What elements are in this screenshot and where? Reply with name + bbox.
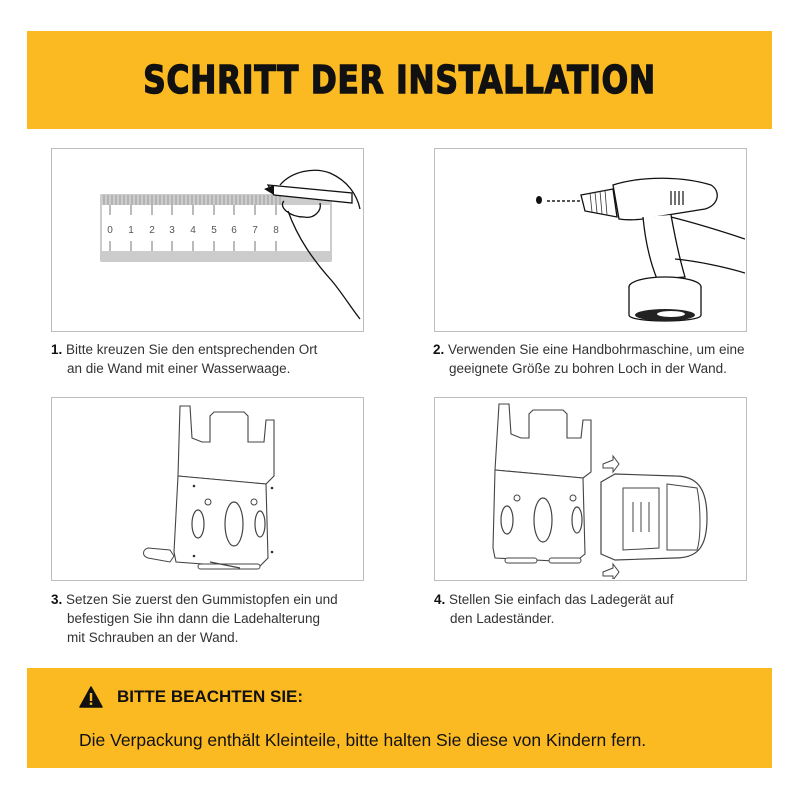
step-4-number: 4.: [434, 592, 446, 607]
step-3-caption: [51, 590, 338, 647]
notice-banner: [27, 668, 772, 768]
step-3-text-line3: mit Schrauben an der Wand.: [67, 630, 239, 645]
svg-text:7: 7: [252, 225, 258, 236]
svg-text:5: 5: [211, 225, 217, 236]
hand-drill-icon: [435, 149, 745, 330]
svg-text:0: 0: [107, 225, 113, 236]
svg-text:3: 3: [169, 225, 175, 236]
step-1-text-line1: Bitte kreuzen Sie den entsprechenden Ort: [66, 342, 318, 357]
svg-text:8: 8: [273, 225, 279, 236]
step-1-text-line2: an die Wand mit einer Wasserwaage.: [67, 361, 291, 376]
notice-body: Die Verpackung enthält Kleinteile, bitte halten Sie diese von Kindern fern.: [79, 730, 647, 750]
svg-text:2: 2: [149, 225, 155, 236]
step-1-caption: [51, 340, 317, 378]
step-2-caption: [433, 340, 744, 378]
bracket-wall-plug-icon: [52, 398, 362, 579]
step-1-number: 1.: [51, 342, 63, 357]
svg-text:1: 1: [128, 225, 134, 236]
svg-text:6: 6: [231, 225, 237, 236]
step-3-text-line2: befestigen Sie ihn dann die Ladehalterung: [67, 611, 320, 626]
step-2-text-line1: Verwenden Sie eine Handbohrmaschine, um eine: [448, 342, 745, 357]
step-4-caption: [434, 590, 673, 628]
step-2-text-line2: geeignete Größe zu bohren Loch in der Wand.: [449, 361, 727, 376]
step-4-illustration: [434, 397, 747, 581]
step-4-text-line2: den Ladeständer.: [450, 611, 555, 626]
warning-icon: [79, 686, 103, 708]
bracket-charger-icon: [435, 398, 745, 579]
header-banner: [27, 31, 772, 129]
step-3-number: 3.: [51, 592, 63, 607]
notice-header: [79, 686, 303, 708]
svg-text:4: 4: [190, 225, 196, 236]
step-3-text-line1: Setzen Sie zuerst den Gummistopfen ein und: [66, 592, 338, 607]
step-1-illustration: [51, 148, 364, 332]
step-2-illustration: [434, 148, 747, 332]
ruler-pencil-icon: [52, 149, 362, 330]
page-title: SCHRITT DER INSTALLATION: [143, 58, 656, 102]
step-2-number: 2.: [433, 342, 445, 357]
notice-title: BITTE BEACHTEN SIE:: [117, 687, 304, 706]
step-4-text-line1: Stellen Sie einfach das Ladegerät auf: [449, 592, 674, 607]
step-3-illustration: [51, 397, 364, 581]
